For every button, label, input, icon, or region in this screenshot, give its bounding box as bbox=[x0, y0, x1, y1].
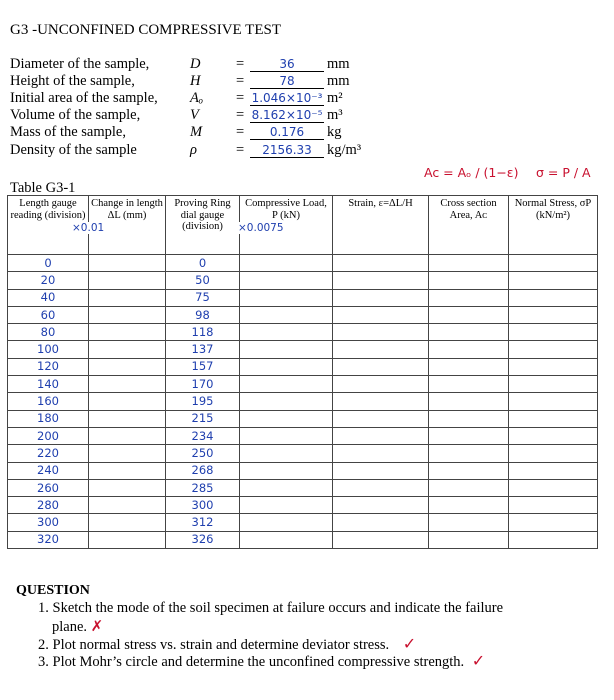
equals-sign: = bbox=[236, 56, 245, 72]
table-row bbox=[8, 514, 598, 531]
cell-proving-ring: 170 bbox=[166, 376, 240, 393]
question-item-3 bbox=[38, 651, 485, 671]
question-text: Plot normal stress vs. strain and determine deviator stress. bbox=[52, 637, 390, 653]
cell-proving-ring: 215 bbox=[166, 410, 240, 427]
cell-normal-stress bbox=[509, 376, 598, 393]
table-row bbox=[8, 324, 598, 341]
cell-length-gauge: 100 bbox=[8, 341, 89, 358]
cell-strain bbox=[333, 376, 429, 393]
cell-proving-ring: 50 bbox=[166, 272, 240, 289]
cell-normal-stress bbox=[509, 289, 598, 306]
prop-symbol-density: ρ bbox=[190, 142, 197, 158]
cell-compressive-load bbox=[240, 445, 333, 462]
page-title: G3 -UNCONFINED COMPRESSIVE TEST bbox=[10, 22, 281, 38]
table-body bbox=[8, 255, 598, 549]
cell-cross-section-area bbox=[429, 306, 509, 323]
col-header-strain: Strain, ε=ΔL/H bbox=[333, 196, 429, 255]
cell-strain bbox=[333, 479, 429, 496]
cell-normal-stress bbox=[509, 306, 598, 323]
cell-change-in-length bbox=[89, 376, 166, 393]
cell-change-in-length bbox=[89, 358, 166, 375]
cell-proving-ring: 234 bbox=[166, 427, 240, 444]
prop-label-diameter: Diameter of the sample, bbox=[10, 56, 150, 72]
prop-symbol-height: H bbox=[190, 73, 201, 89]
cell-normal-stress bbox=[509, 358, 598, 375]
cell-proving-ring: 75 bbox=[166, 289, 240, 306]
cell-strain bbox=[333, 255, 429, 272]
cell-length-gauge: 320 bbox=[8, 531, 89, 548]
cell-proving-ring: 195 bbox=[166, 393, 240, 410]
cell-compressive-load bbox=[240, 272, 333, 289]
cell-strain bbox=[333, 358, 429, 375]
cell-normal-stress bbox=[509, 341, 598, 358]
cell-length-gauge: 200 bbox=[8, 427, 89, 444]
cell-strain bbox=[333, 306, 429, 323]
cell-normal-stress bbox=[509, 427, 598, 444]
prop-value-diameter: 36 bbox=[250, 57, 324, 72]
prop-value-mass: 0.176 bbox=[250, 125, 324, 140]
prop-label-volume: Volume of the sample, bbox=[10, 107, 141, 123]
table-row bbox=[8, 306, 598, 323]
cell-proving-ring: 250 bbox=[166, 445, 240, 462]
cell-change-in-length bbox=[89, 272, 166, 289]
question-text: Plot Mohr’s circle and determine the unconfined compressive strength. bbox=[52, 654, 465, 670]
cell-compressive-load bbox=[240, 324, 333, 341]
cell-strain bbox=[333, 445, 429, 462]
prop-label-mass: Mass of the sample, bbox=[10, 124, 126, 140]
prop-symbol-volume: V bbox=[190, 107, 199, 123]
prop-unit-volume: m³ bbox=[327, 107, 343, 123]
cell-normal-stress bbox=[509, 462, 598, 479]
cell-strain bbox=[333, 462, 429, 479]
col-header-compressive-load: Compressive Load, P (kN) bbox=[240, 196, 333, 255]
stress-formula-annotation: σ = P / A bbox=[536, 165, 591, 180]
cell-strain bbox=[333, 324, 429, 341]
cell-cross-section-area bbox=[429, 410, 509, 427]
cell-cross-section-area bbox=[429, 393, 509, 410]
prop-symbol-initial-area: Aₒ bbox=[190, 90, 203, 106]
cell-change-in-length bbox=[89, 427, 166, 444]
question-text: Sketch the mode of the soil specimen at failure occurs and indicate the failure bbox=[52, 600, 504, 616]
cell-normal-stress bbox=[509, 324, 598, 341]
table-row bbox=[8, 255, 598, 272]
cell-compressive-load bbox=[240, 462, 333, 479]
cell-proving-ring: 98 bbox=[166, 306, 240, 323]
question-number: 2. bbox=[38, 637, 49, 653]
table-row bbox=[8, 341, 598, 358]
col-header-length-gauge: Length gauge reading (division) bbox=[8, 196, 89, 255]
col-header-change-in-length: Change in length ΔL (mm) bbox=[89, 196, 166, 255]
table-row bbox=[8, 410, 598, 427]
area-formula-annotation: Ac = Aₒ / (1−ε) bbox=[424, 165, 519, 180]
cell-compressive-load bbox=[240, 358, 333, 375]
cell-change-in-length bbox=[89, 514, 166, 531]
table-row bbox=[8, 358, 598, 375]
col-header-normal-stress: Normal Stress, σP (kN/m²) bbox=[509, 196, 598, 255]
cell-compressive-load bbox=[240, 306, 333, 323]
prop-label-height: Height of the sample, bbox=[10, 73, 135, 89]
cell-strain bbox=[333, 514, 429, 531]
table-row bbox=[8, 427, 598, 444]
check-mark-icon: ✓ bbox=[471, 651, 486, 670]
question-text: plane. bbox=[52, 619, 88, 635]
table-caption: Table G3-1 bbox=[10, 180, 76, 196]
cell-proving-ring: 285 bbox=[166, 479, 240, 496]
test-data-table bbox=[7, 195, 598, 549]
cell-normal-stress bbox=[509, 445, 598, 462]
cell-compressive-load bbox=[240, 410, 333, 427]
cell-cross-section-area bbox=[429, 462, 509, 479]
question-number: 1. bbox=[38, 600, 49, 616]
cell-strain bbox=[333, 341, 429, 358]
cell-proving-ring: 0 bbox=[166, 255, 240, 272]
cell-length-gauge: 300 bbox=[8, 514, 89, 531]
prop-unit-diameter: mm bbox=[327, 56, 350, 72]
col-header-proving-ring: Proving Ring dial gauge (division) bbox=[166, 196, 240, 255]
cell-normal-stress bbox=[509, 531, 598, 548]
prop-value-density: 2156.33 bbox=[250, 143, 324, 158]
equals-sign: = bbox=[236, 124, 245, 140]
prop-symbol-mass: M bbox=[190, 124, 203, 140]
cell-cross-section-area bbox=[429, 289, 509, 306]
prop-unit-density: kg/m³ bbox=[327, 142, 362, 158]
cell-cross-section-area bbox=[429, 376, 509, 393]
cell-length-gauge: 280 bbox=[8, 497, 89, 514]
table-row bbox=[8, 445, 598, 462]
cell-normal-stress bbox=[509, 272, 598, 289]
cell-strain bbox=[333, 289, 429, 306]
cell-normal-stress bbox=[509, 479, 598, 496]
cell-compressive-load bbox=[240, 497, 333, 514]
cell-cross-section-area bbox=[429, 445, 509, 462]
table-row bbox=[8, 272, 598, 289]
cell-cross-section-area bbox=[429, 272, 509, 289]
cell-normal-stress bbox=[509, 393, 598, 410]
cell-change-in-length bbox=[89, 445, 166, 462]
table-row bbox=[8, 497, 598, 514]
cell-proving-ring: 268 bbox=[166, 462, 240, 479]
cell-cross-section-area bbox=[429, 255, 509, 272]
cell-compressive-load bbox=[240, 393, 333, 410]
cell-proving-ring: 312 bbox=[166, 514, 240, 531]
dl-factor-annotation: ×0.01 bbox=[72, 222, 105, 234]
cell-length-gauge: 180 bbox=[8, 410, 89, 427]
cell-length-gauge: 40 bbox=[8, 289, 89, 306]
cell-length-gauge: 260 bbox=[8, 479, 89, 496]
equals-sign: = bbox=[236, 90, 245, 106]
cell-change-in-length bbox=[89, 324, 166, 341]
check-mark-icon: ✓ bbox=[402, 634, 417, 653]
cell-proving-ring: 326 bbox=[166, 531, 240, 548]
cell-strain bbox=[333, 272, 429, 289]
cell-compressive-load bbox=[240, 531, 333, 548]
cell-length-gauge: 160 bbox=[8, 393, 89, 410]
equals-sign: = bbox=[236, 73, 245, 89]
cell-compressive-load bbox=[240, 427, 333, 444]
cross-mark-icon: ✗ bbox=[90, 617, 104, 635]
table-row bbox=[8, 289, 598, 306]
question-item-1 bbox=[38, 600, 503, 617]
table-row bbox=[8, 376, 598, 393]
cell-cross-section-area bbox=[429, 479, 509, 496]
cell-cross-section-area bbox=[429, 497, 509, 514]
prop-value-initial-area: 1.046×10⁻³ bbox=[251, 91, 323, 105]
cell-change-in-length bbox=[89, 462, 166, 479]
cell-change-in-length bbox=[89, 393, 166, 410]
table-row bbox=[8, 462, 598, 479]
cell-normal-stress bbox=[509, 514, 598, 531]
cell-change-in-length bbox=[89, 306, 166, 323]
table-row bbox=[8, 393, 598, 410]
cell-length-gauge: 220 bbox=[8, 445, 89, 462]
cell-change-in-length bbox=[89, 410, 166, 427]
cell-compressive-load bbox=[240, 479, 333, 496]
cell-cross-section-area bbox=[429, 324, 509, 341]
cell-change-in-length bbox=[89, 289, 166, 306]
cell-cross-section-area bbox=[429, 531, 509, 548]
cell-normal-stress bbox=[509, 255, 598, 272]
cell-strain bbox=[333, 531, 429, 548]
cell-change-in-length bbox=[89, 531, 166, 548]
cell-compressive-load bbox=[240, 514, 333, 531]
cell-change-in-length bbox=[89, 497, 166, 514]
prop-unit-height: mm bbox=[327, 73, 350, 89]
prop-label-density: Density of the sample bbox=[10, 142, 137, 158]
cell-length-gauge: 240 bbox=[8, 462, 89, 479]
cell-strain bbox=[333, 410, 429, 427]
equals-sign: = bbox=[236, 107, 245, 123]
cell-cross-section-area bbox=[429, 341, 509, 358]
cell-compressive-load bbox=[240, 289, 333, 306]
cell-strain bbox=[333, 497, 429, 514]
equals-sign: = bbox=[236, 142, 245, 158]
cell-proving-ring: 137 bbox=[166, 341, 240, 358]
cell-length-gauge: 0 bbox=[8, 255, 89, 272]
cell-length-gauge: 120 bbox=[8, 358, 89, 375]
ring-factor-annotation: ×0.0075 bbox=[238, 222, 284, 234]
cell-cross-section-area bbox=[429, 358, 509, 375]
prop-unit-mass: kg bbox=[327, 124, 342, 140]
cell-cross-section-area bbox=[429, 427, 509, 444]
cell-proving-ring: 300 bbox=[166, 497, 240, 514]
prop-label-initial-area: Initial area of the sample, bbox=[10, 90, 158, 106]
prop-value-height: 78 bbox=[250, 74, 324, 89]
cell-length-gauge: 20 bbox=[8, 272, 89, 289]
cell-strain bbox=[333, 427, 429, 444]
cell-length-gauge: 60 bbox=[8, 306, 89, 323]
table-row bbox=[8, 531, 598, 548]
cell-length-gauge: 80 bbox=[8, 324, 89, 341]
cell-change-in-length bbox=[89, 341, 166, 358]
cell-cross-section-area bbox=[429, 514, 509, 531]
cell-length-gauge: 140 bbox=[8, 376, 89, 393]
cell-proving-ring: 157 bbox=[166, 358, 240, 375]
cell-compressive-load bbox=[240, 341, 333, 358]
table-row bbox=[8, 479, 598, 496]
cell-change-in-length bbox=[89, 479, 166, 496]
cell-change-in-length bbox=[89, 255, 166, 272]
cell-normal-stress bbox=[509, 497, 598, 514]
col-header-cross-section-area: Cross section Area, Aᴄ bbox=[429, 196, 509, 255]
cell-normal-stress bbox=[509, 410, 598, 427]
cell-proving-ring: 118 bbox=[166, 324, 240, 341]
cell-strain bbox=[333, 393, 429, 410]
prop-symbol-diameter: D bbox=[190, 56, 201, 72]
question-number: 3. bbox=[38, 654, 49, 670]
prop-unit-initial-area: m² bbox=[327, 90, 343, 106]
cell-compressive-load bbox=[240, 255, 333, 272]
question-heading: QUESTION bbox=[16, 583, 90, 598]
cell-compressive-load bbox=[240, 376, 333, 393]
prop-value-volume: 8.162×10⁻⁵ bbox=[251, 108, 323, 122]
